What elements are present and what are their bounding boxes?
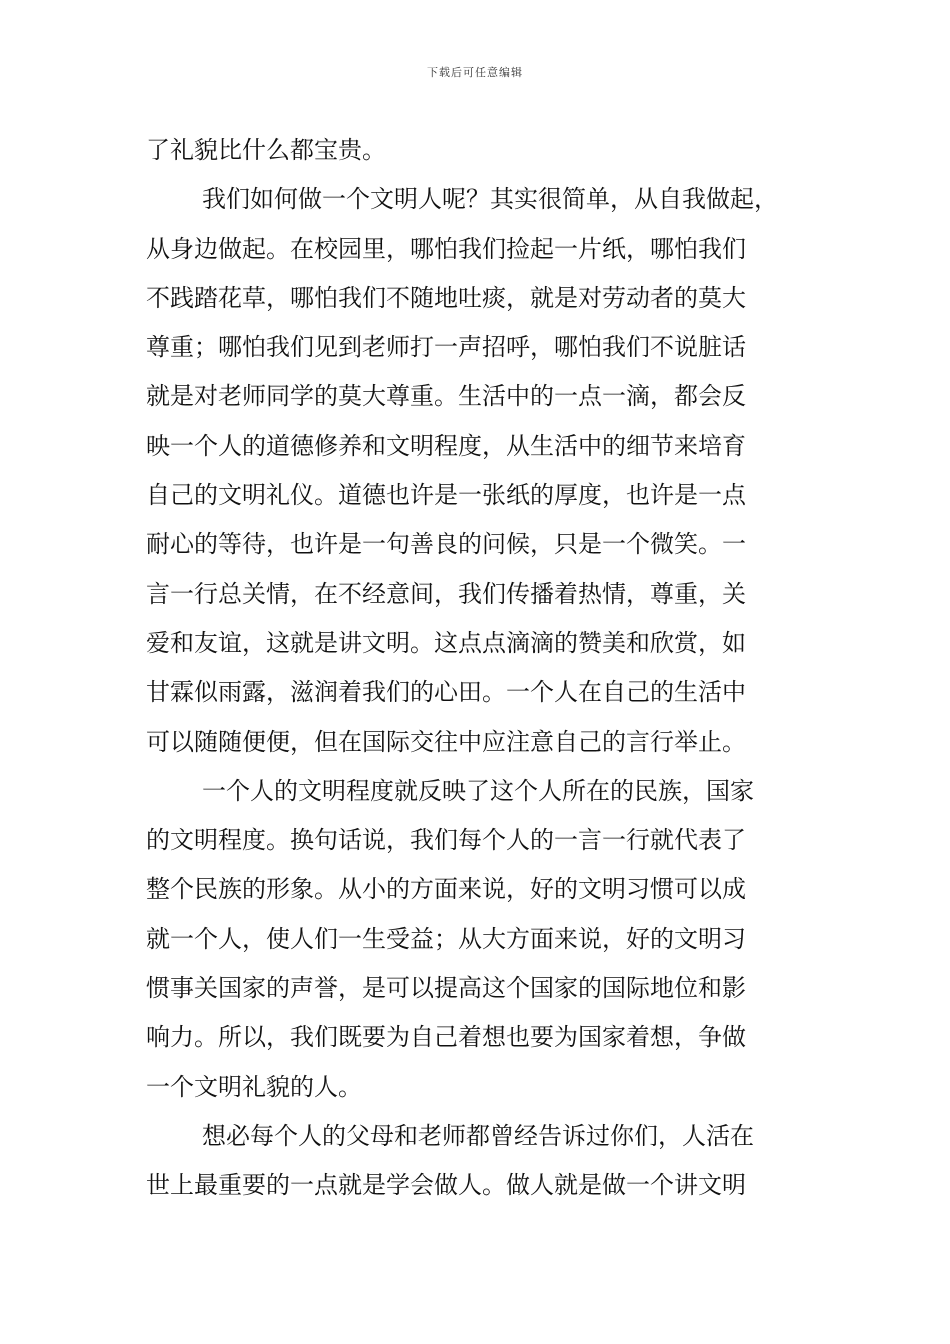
text-line: 爱和友谊，这就是讲文明。这点点滴滴的赞美和欣赏，如 [146,628,746,657]
text-line: 世上最重要的一点就是学会做人。做人就是做一个讲文明 [146,1171,746,1200]
text-line: 耐心的等待，也许是一句善良的问候，只是一个微笑。一 [146,530,746,559]
paragraph-start-line: 想必每个人的父母和老师都曾经告诉过你们，人活在 [202,1121,754,1150]
text-line: 不践踏花草，哪怕我们不随地吐痰，就是对劳动者的莫大 [146,283,746,312]
text-line: 甘霖似雨露，滋润着我们的心田。一个人在自己的生活中 [146,678,746,707]
page-header: 下载后可任意编辑 [427,66,523,79]
text-line: 从身边做起。在校园里，哪怕我们捡起一片纸，哪怕我们 [146,234,746,263]
text-line: 的文明程度。换句话说，我们每个人的一言一行就代表了 [146,826,746,855]
text-line: 就一个人，使人们一生受益；从大方面来说，好的文明习 [146,924,746,953]
text-line: 一个文明礼貌的人。 [146,1072,362,1101]
document-body [146,126,836,1211]
text-line: 整个民族的形象。从小的方面来说，好的文明习惯可以成 [146,875,746,904]
paragraph-start-line: 一个人的文明程度就反映了这个人所在的民族，国家 [202,776,754,805]
text-line: 尊重；哪怕我们见到老师打一声招呼，哪怕我们不说脏话 [146,333,746,362]
text-line: 响力。所以，我们既要为自己着想也要为国家着想，争做 [146,1023,746,1052]
text-line: 了礼貌比什么都宝贵。 [146,136,386,164]
text-line: 可以随随便便，但在国际交往中应注意自己的言行举止。 [146,727,746,756]
text-line: 言一行总关情，在不经意间，我们传播着热情，尊重，关 [146,579,746,608]
paragraph-start-line: 我们如何做一个文明人呢？其实很简单，从自我做起， [202,185,778,214]
text-line: 映一个人的道德修养和文明程度，从生活中的细节来培育 [146,431,746,460]
text-line: 就是对老师同学的莫大尊重。生活中的一点一滴，都会反 [146,382,746,411]
text-line: 自己的文明礼仪。道德也许是一张纸的厚度，也许是一点 [146,481,746,510]
text-line: 惯事关国家的声誉，是可以提高这个国家的国际地位和影 [146,974,746,1003]
